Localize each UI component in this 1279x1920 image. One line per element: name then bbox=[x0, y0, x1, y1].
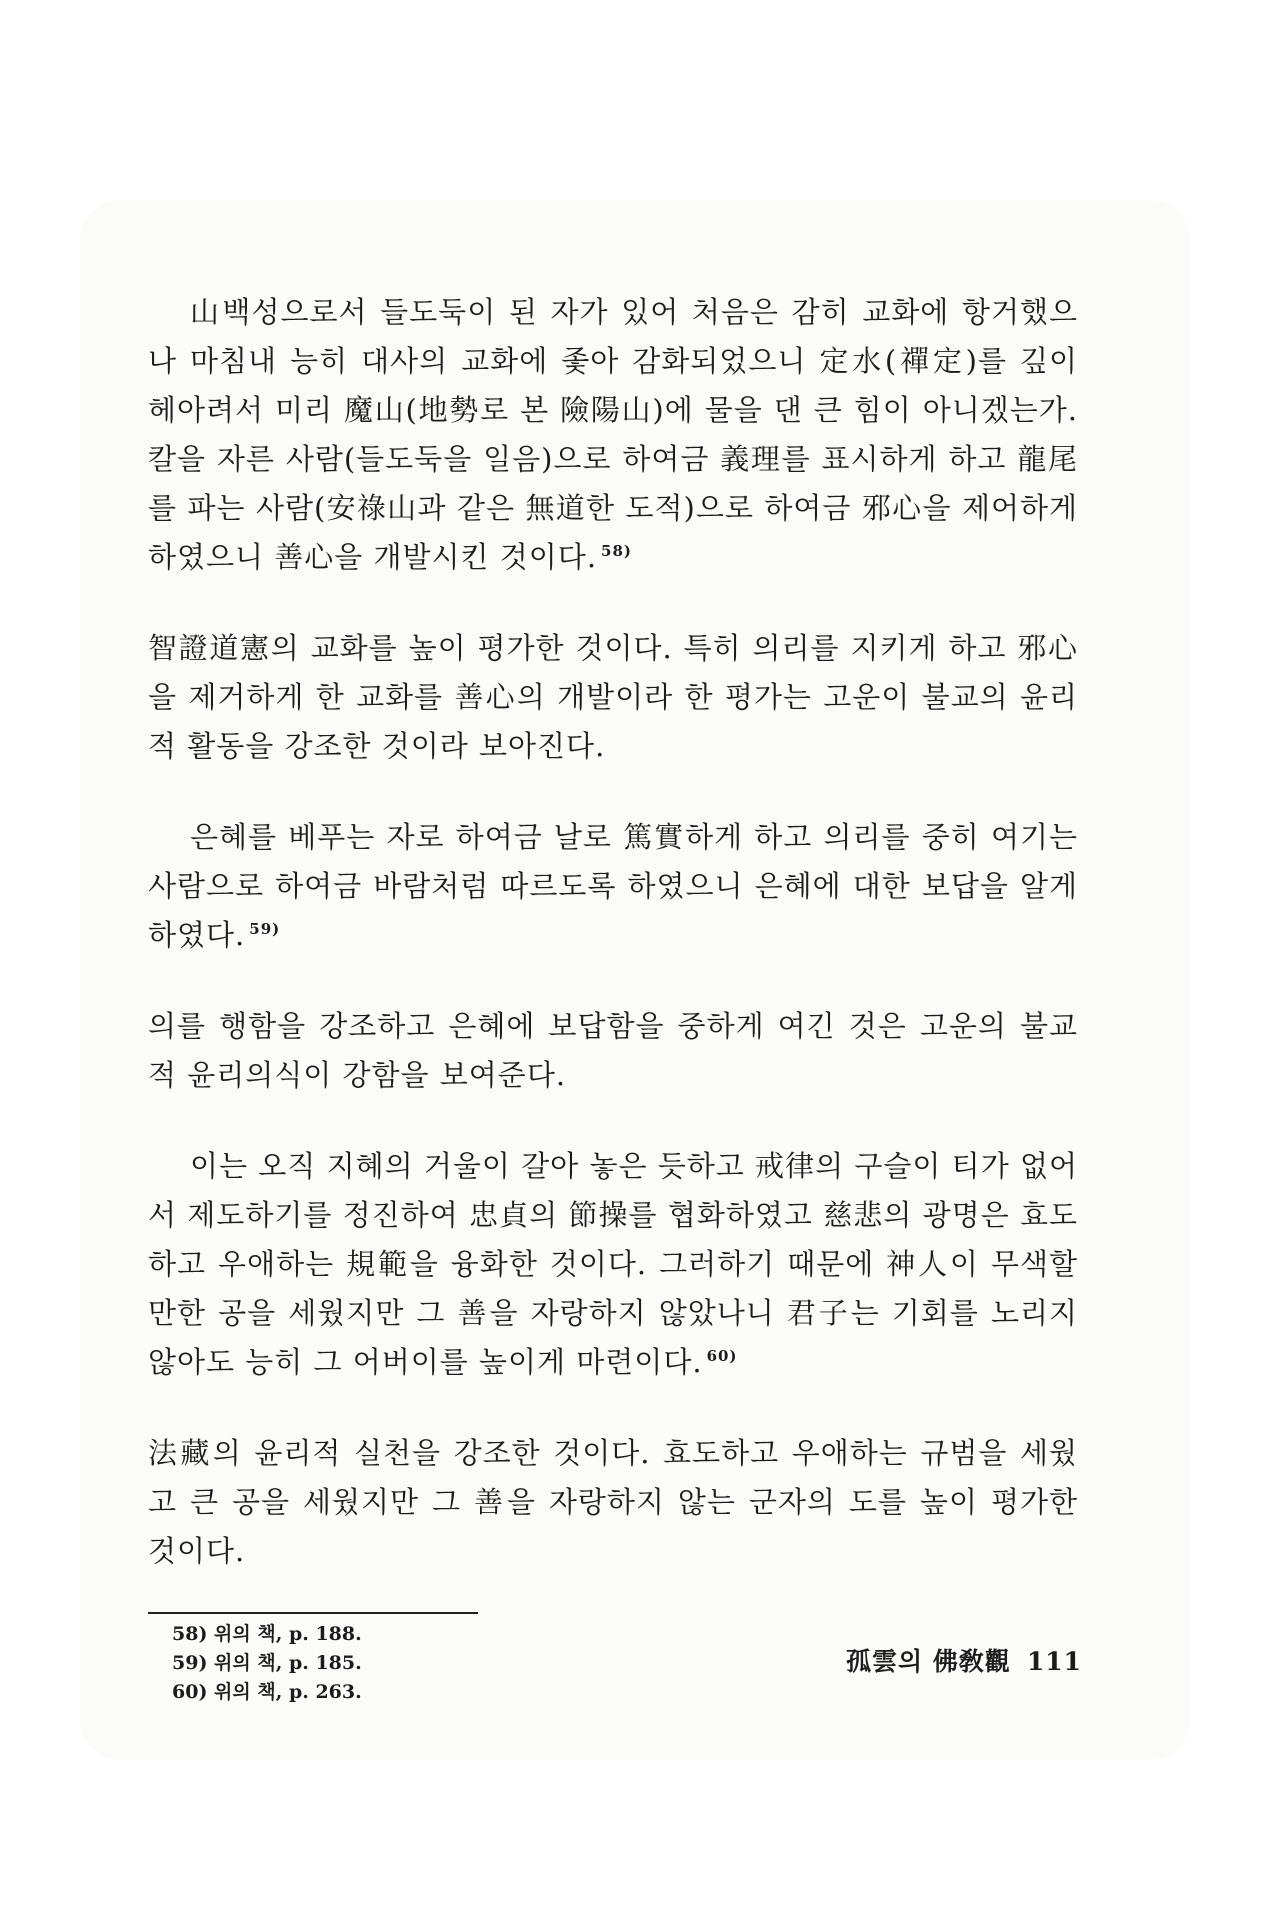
page-body bbox=[148, 288, 1078, 1707]
footnote-58: 58) 위의 책, p. 188. bbox=[172, 1623, 362, 1645]
footnote-reference-59: 59) bbox=[249, 920, 281, 939]
paragraph-text: 은혜를 베푸는 자로 하여금 날로 篤實하게 하고 의리를 중히 여기는 사람으로 하여금 바람처럼 따르도록 하였으니 은혜에 대한 보답을 알게 하였다. bbox=[148, 820, 1078, 952]
footnote-reference-60: 60) bbox=[706, 1347, 738, 1366]
paragraph-text: 이는 오직 지혜의 거울이 갈아 놓은 듯하고 戒律의 구슬이 티가 없어서 제도하기를 정진하여 忠貞의 節操를 협화하였고 慈悲의 광명은 효도하고 우애하는 規範을 융화한 것이다. 그러하기 때문에 神人이 무색할 만한 공을 세웠지만 그 善을 자랑하지 않았나니 君子는 기회를 노리지 않아도 능히 그 어버이를 높이게 마련이다. bbox=[148, 1149, 1078, 1379]
quoted-paragraph-2 bbox=[148, 813, 1078, 960]
footnote-59: 59) 위의 책, p. 185. bbox=[172, 1652, 362, 1674]
quoted-paragraph-3 bbox=[148, 1142, 1078, 1387]
running-title: 孤雲의 佛敎觀 bbox=[845, 1647, 1011, 1676]
footnote-divider bbox=[148, 1612, 478, 1614]
commentary-paragraph-2: 의를 행함을 강조하고 은혜에 보답함을 중하게 여긴 것은 고운의 불교적 윤리의식이 강함을 보여준다. bbox=[148, 1009, 1078, 1092]
footnote-reference-58: 58) bbox=[601, 542, 633, 561]
footnote-60: 60) 위의 책, p. 263. bbox=[172, 1681, 362, 1703]
running-footer bbox=[792, 1642, 1082, 1678]
commentary-paragraph-3: 法藏의 윤리적 실천을 강조한 것이다. 효도하고 우애하는 규범을 세웠고 큰 공을 세웠지만 그 善을 자랑하지 않는 군자의 도를 높이 평가한 것이다. bbox=[148, 1436, 1078, 1568]
quoted-paragraph-1 bbox=[148, 288, 1078, 582]
commentary-paragraph-1: 智證道憲의 교화를 높이 평가한 것이다. 특히 의리를 지키게 하고 邪心을 제거하게 한 교화를 善心의 개발이라 한 평가는 고운이 불교의 윤리적 활동을 강조한 것이라 보아진다. bbox=[148, 631, 1078, 763]
page-number: 111 bbox=[1026, 1647, 1082, 1676]
paragraph-text: 山백성으로서 들도둑이 된 자가 있어 처음은 감히 교화에 항거했으나 마침내 능히 대사의 교화에 좇아 감화되었으니 定水(禪定)를 깊이 헤아려서 미리 魔山(地勢로 본 險陽山)에 물을 댄 큰 힘이 아니겠는가. 칼을 자른 사람(들도둑을 일음)으로 하여금 義理를 표시하게 하고 龍尾를 파는 사람(安祿山과 같은 無道한 도적)으로 하여금 邪心을 제어하게 하였으니 善心을 개발시킨 것이다. bbox=[148, 295, 1078, 574]
